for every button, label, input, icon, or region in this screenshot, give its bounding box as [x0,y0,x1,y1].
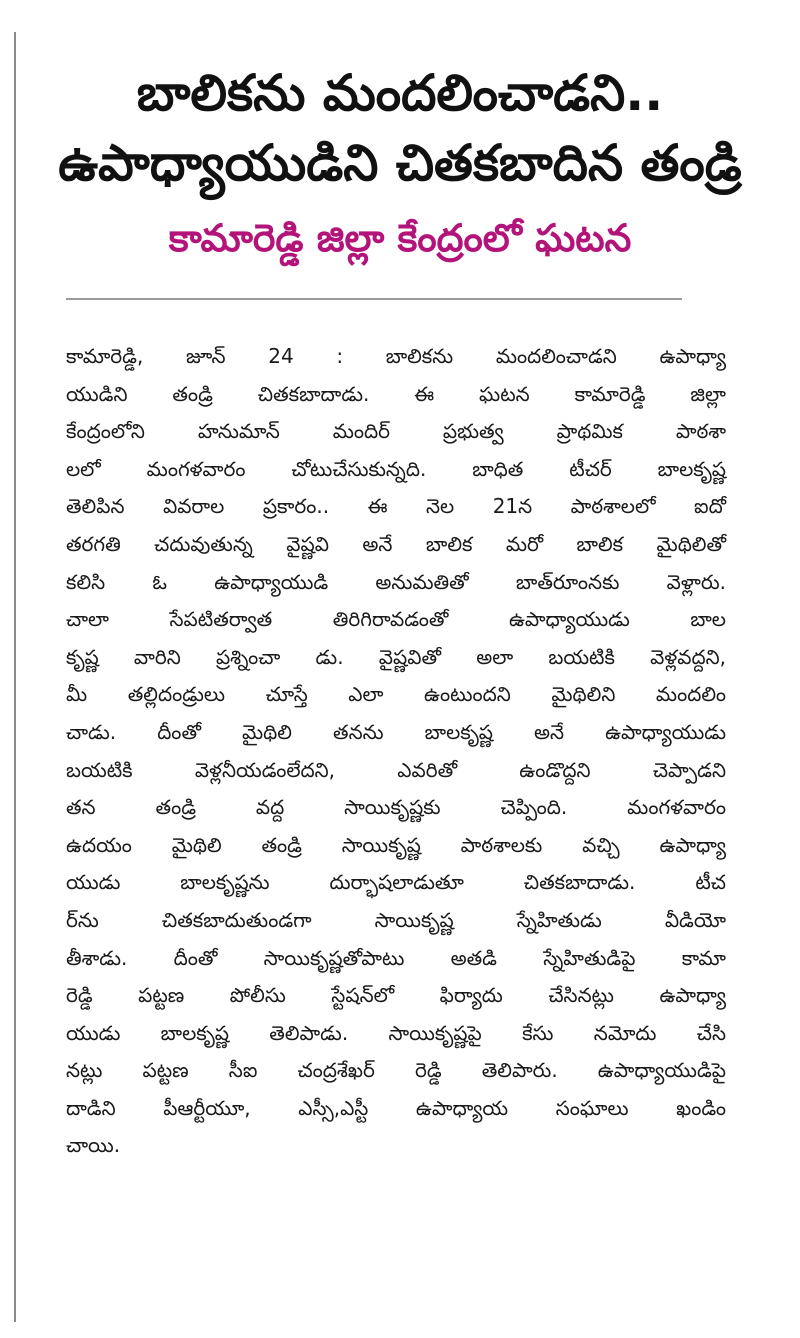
body-line: బయటికి వెళ్లనీయడంలేదని, ఎవరితో ఉండొద్దని చెప్పాడని [66,757,726,782]
body-line: యుడిని తండ్రి చితకబాదాడు. ఈ ఘటన కామారెడ్డి జిల్లా [66,381,726,406]
body-line: తీశాడు. దీంతో సాయికృష్ణతోపాటు అతడి స్నేహితుడిపై కామా [66,945,726,970]
headline [40,58,760,198]
headline-line-1: బాలికను మందలించాడని.. [136,64,664,122]
body-line: కామారెడ్డి, జూన్ 24 : బాలికను మందలించాడని ఉపాధ్యా [66,344,726,368]
body-line: కేంద్రంలోని హనుమాన్ మందిర్ ప్రభుత్వ ప్రాథమిక పాఠశా [66,419,726,444]
body-line: ర్‌ను చితకబాదుతుండగా సాయికృష్ణ స్నేహితుడు వీడియో [66,907,726,932]
body-line: చాలా సేపటితర్వాత తిరిగిరావడంతో ఉపాధ్యాయుడు బాల [66,607,726,632]
body-line: ఉదయం మైథిలి తండ్రి సాయికృష్ణ పాఠశాలకు వచ్చి ఉపాధ్యా [66,832,726,857]
body-line: దాడిని పీఆర్టీయూ, ఎస్సీ,ఎస్టీ ఉపాధ్యాయ సంఘాలు ఖండిం [66,1095,726,1120]
body-line: తెలిపిన వివరాల ప్రకారం.. ఈ నెల 21న పాఠశాలలో ఐదో [66,494,726,519]
headline-line-2: ఉపాధ్యాయుడిని చితకబాదిన తండ్రి [58,134,742,192]
body-line: కలిసి ఓ ఉపాధ్యాయుడి అనుమతితో బాత్‌రూంనకు వెళ్లారు. [66,569,726,594]
body-line: మీ తల్లిదండ్రులు చూస్తే ఎలా ఉంటుందని మైథిలిని మందలిం [66,682,726,707]
body-line: తరగతి చదువుతున్న వైష్ణవి అనే బాలిక మరో బాలిక మైథిలితో [66,531,726,556]
body-line: కృష్ణ వారిని ప్రశ్నించా డు. వైష్ణవితో అలా బయటికి వెళ్లవద్దని, [66,644,726,669]
body-line: యుడు బాలకృష్ణను దుర్భాషలాడుతూ చితకబాదాడు. టీచ [66,870,726,895]
body-line: లలో మంగళవారం చోటుచేసుకున్నది. బాధిత టీచర్ బాలకృష్ణ [66,456,726,481]
subheadline: కామారెడ్డి జిల్లా కేంద్రంలో ఘటన [168,216,632,260]
headline-divider [66,298,682,300]
body-line: రెడ్డి పట్టణ పోలీసు స్టేషన్‌లో ఫిర్యాదు చేసినట్లు ఉపాధ్యా [66,983,726,1008]
body-line: చాడు. దీంతో మైథిలి తనను బాలకృష్ణ అనే ఉపాధ్యాయుడు [66,719,726,744]
body-line: తన తండ్రి వద్ద సాయికృష్ణకు చెప్పింది. మంగళవారం [66,795,726,820]
column-rule [14,32,16,1322]
article-body [66,338,726,1165]
body-line: చాయి. [66,1133,121,1158]
body-line: నట్లు పట్టణ సీఐ చంద్రశేఖర్ రెడ్డి తెలిపారు. ఉపాధ్యాయుడిపై [66,1058,726,1083]
body-line: యుడు బాలకృష్ణ తెలిపాడు. సాయికృష్ణపై కేసు నమోదు చేసి [66,1020,726,1045]
